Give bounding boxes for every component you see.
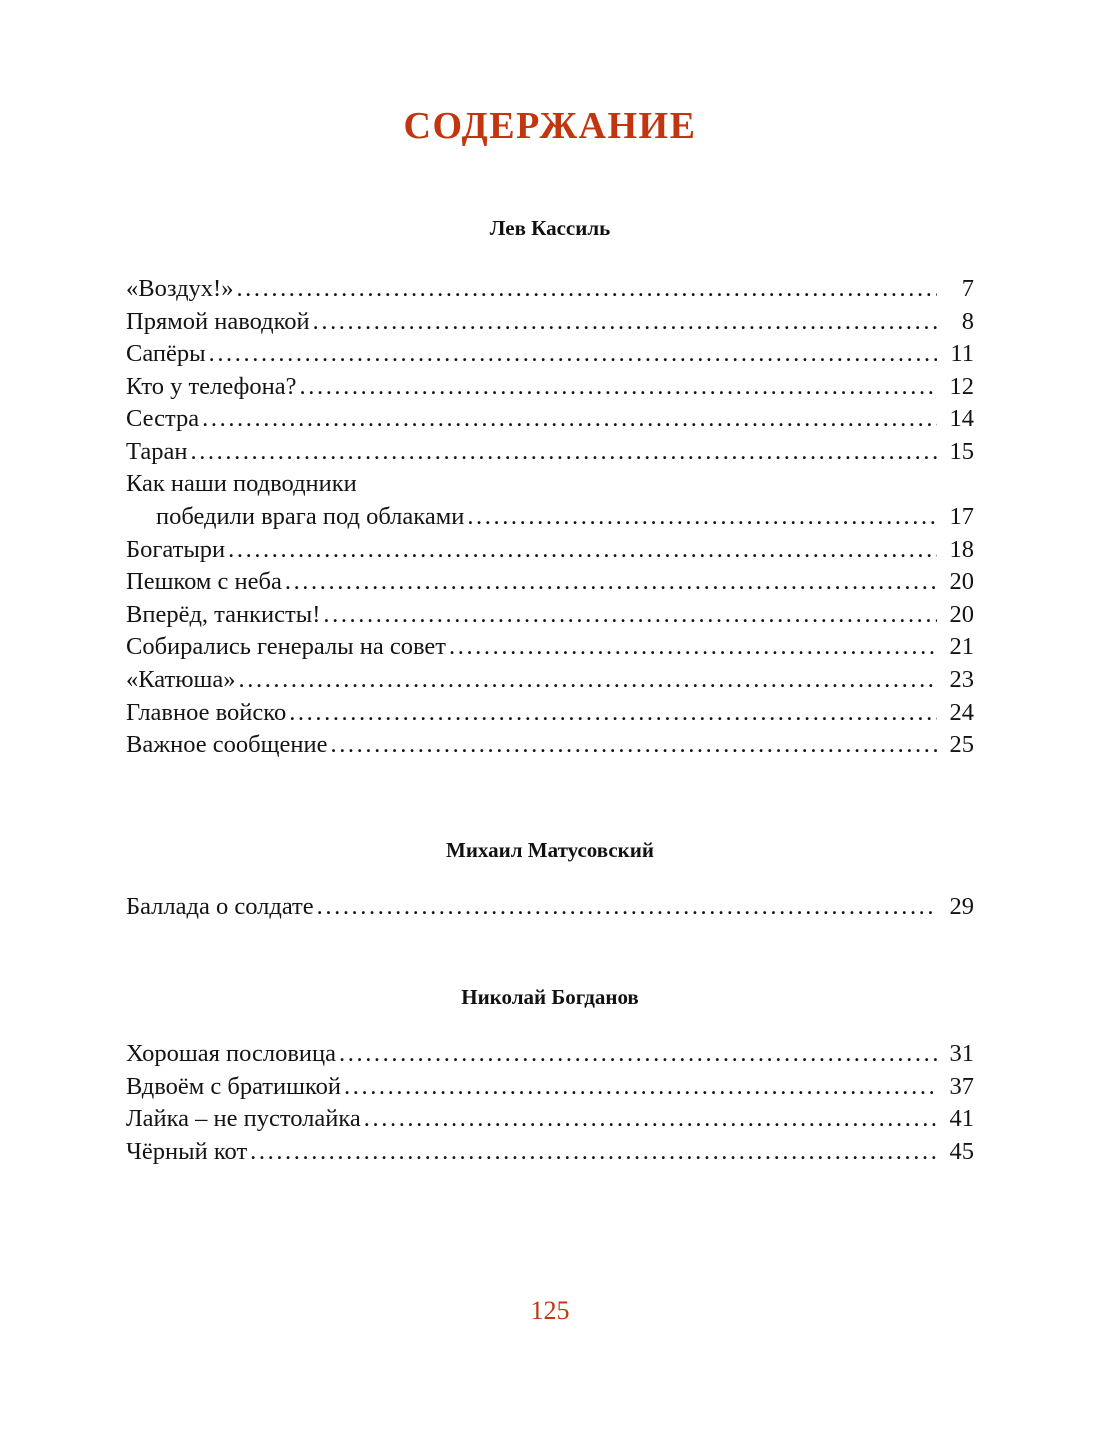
toc-entry[interactable]: [126, 501, 974, 534]
toc-entry-label: Главное войско: [126, 698, 287, 726]
toc-section: [0, 216, 1100, 762]
dot-leader: [339, 1044, 937, 1071]
toc-entry[interactable]: [126, 436, 974, 469]
toc-entry-label: Кто у телефона?: [126, 372, 297, 400]
toc-entry-list: [126, 891, 974, 924]
toc-entry[interactable]: [126, 664, 974, 697]
dot-leader: [364, 1109, 937, 1136]
toc-entry[interactable]: [126, 273, 974, 306]
section-author: Лев Кассиль: [489, 216, 611, 240]
toc-entry-label: Вдвоём с братишкой: [126, 1072, 342, 1100]
dot-leader: [449, 637, 937, 664]
toc-section: [0, 838, 1100, 924]
toc-entry[interactable]: [126, 534, 974, 567]
toc-entry-page: 41: [949, 1105, 974, 1133]
dot-leader: [289, 702, 937, 729]
toc-entry-label: Чёрный кот: [126, 1137, 248, 1165]
toc-entry[interactable]: [126, 566, 974, 599]
toc-entry-label: Собирались генералы на совет: [126, 633, 446, 661]
toc-entry-label-line1: Как наши подводники: [126, 470, 357, 498]
toc-entry-page: 23: [949, 665, 974, 693]
dot-leader: [285, 572, 937, 599]
page-title: СОДЕРЖАНИЕ: [403, 105, 697, 147]
toc-entry-page: 18: [949, 535, 974, 563]
toc-entry-page: 45: [949, 1137, 974, 1165]
folio-page-number: 125: [530, 1296, 570, 1325]
section-author: Николай Богданов: [461, 985, 639, 1010]
dot-leader: [300, 376, 937, 403]
toc-entry-page: 11: [950, 340, 974, 368]
toc-entry-label: Баллада о солдате: [126, 892, 314, 920]
dot-leader: [467, 507, 937, 534]
toc-entry-list: [126, 1038, 974, 1168]
toc-entry-page: 20: [949, 568, 974, 596]
toc-entry-page: 21: [949, 633, 974, 661]
toc-entry-label: Лайка – не пустолайка: [126, 1105, 361, 1133]
dot-leader: [228, 539, 937, 566]
toc-entry[interactable]: [126, 338, 974, 371]
toc-entry-page: 20: [949, 600, 974, 628]
dot-leader: [250, 1142, 937, 1169]
toc-entry[interactable]: [126, 1071, 974, 1104]
dot-leader: [317, 896, 937, 923]
toc-entry-label: Сестра: [126, 405, 200, 433]
toc-entry-page: 17: [949, 503, 974, 531]
toc-entry[interactable]: [126, 729, 974, 762]
dot-leader: [344, 1076, 937, 1103]
dot-leader: [330, 735, 937, 762]
toc-entry[interactable]: [126, 697, 974, 730]
toc-page: [0, 104, 1100, 1446]
dot-leader: [323, 604, 937, 631]
dot-leader: [239, 670, 937, 697]
dot-leader: [202, 409, 937, 436]
toc-entry[interactable]: [126, 1136, 974, 1169]
toc-entry[interactable]: [126, 403, 974, 436]
toc-entry[interactable]: [126, 1103, 974, 1136]
toc-entry-label: Важное сообщение: [126, 731, 328, 759]
toc-entry-page: 7: [961, 275, 974, 302]
toc-entry-page: 31: [949, 1040, 974, 1068]
toc-entry[interactable]: [126, 371, 974, 404]
toc-entry-page: 14: [949, 405, 974, 433]
toc-entry-label: «Катюша»: [126, 665, 236, 693]
toc-entry-label: «Воздух!»: [126, 275, 234, 302]
toc-entry-page: 8: [961, 307, 974, 335]
toc-entry-page: 37: [949, 1072, 974, 1100]
toc-entry-label: Хорошая пословица: [126, 1040, 337, 1068]
toc-entry[interactable]: [126, 631, 974, 664]
section-author: Михаил Матусовский: [446, 837, 654, 862]
toc-entry-label: Прямой наводкой: [126, 307, 310, 335]
dot-leader: [209, 344, 937, 371]
toc-entry-label: Сапёры: [126, 340, 206, 368]
toc-entry-label: Богатыри: [126, 535, 226, 563]
toc-entry[interactable]: [126, 891, 974, 924]
dot-leader: [313, 311, 937, 338]
toc-entry-page: 15: [949, 437, 974, 465]
toc-entry-page: 24: [949, 698, 974, 726]
toc-entry-page: 29: [949, 892, 974, 920]
toc-section: [0, 985, 1100, 1168]
toc-entry-list: [126, 273, 974, 762]
dot-leader: [236, 279, 937, 306]
toc-entry-page: 25: [949, 731, 974, 759]
toc-entry-page: 12: [949, 372, 974, 400]
toc-entry[interactable]: [126, 306, 974, 339]
toc-entry-label: Вперёд, танкисты!: [126, 600, 321, 628]
toc-entry[interactable]: [126, 599, 974, 632]
toc-entry-label: Таран: [126, 437, 188, 465]
toc-entry[interactable]: [126, 1038, 974, 1071]
dot-leader: [190, 442, 937, 469]
toc-entry-label: победили врага под облаками: [156, 503, 465, 531]
toc-entry-label: Пешком с неба: [126, 568, 282, 596]
